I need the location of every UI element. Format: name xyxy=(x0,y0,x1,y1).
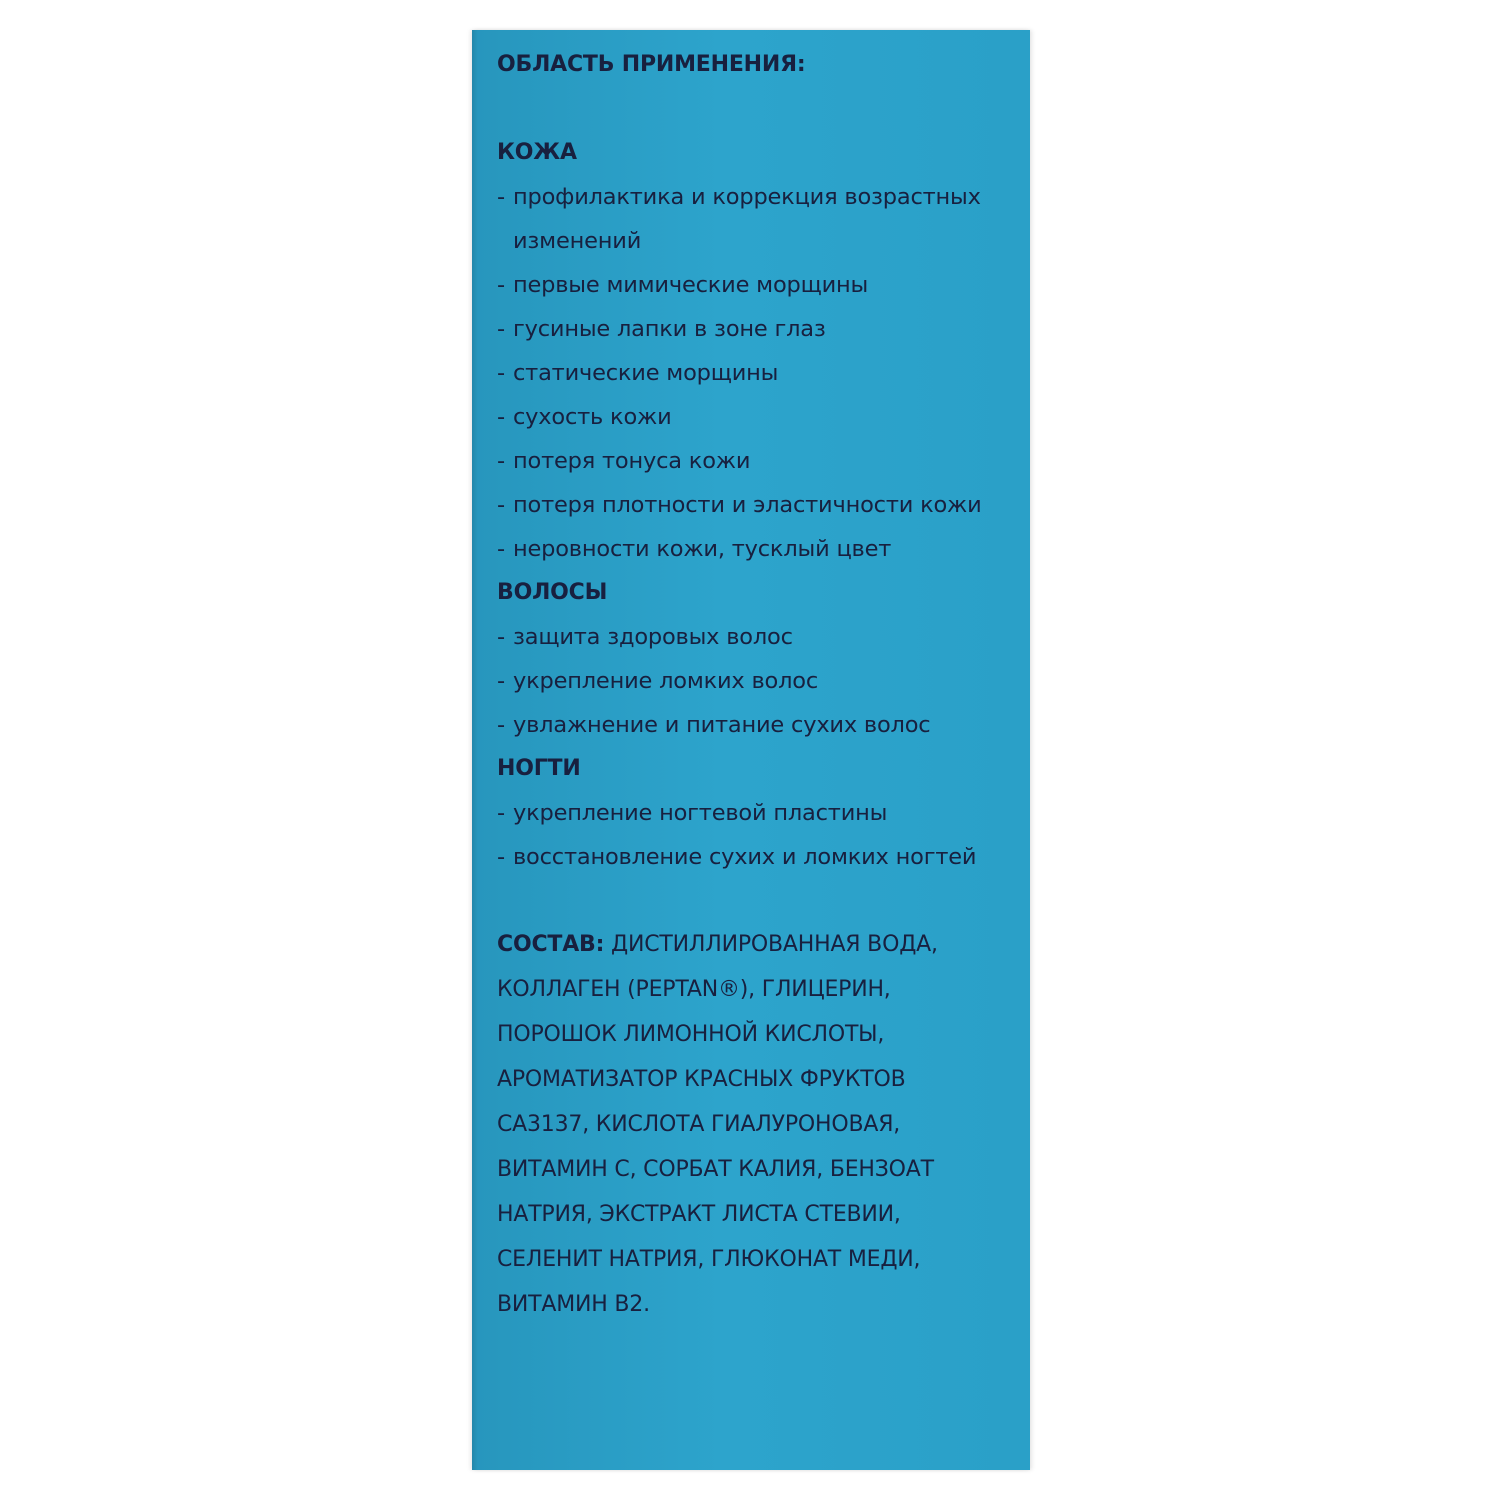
section-3 xyxy=(497,754,1017,872)
section-title: КОЖА xyxy=(497,140,577,165)
section-title: НОГТИ xyxy=(497,756,581,781)
section-1 xyxy=(497,138,1017,564)
list-item xyxy=(497,402,1017,432)
section-2 xyxy=(497,578,1017,740)
application-heading: ОБЛАСТЬ ПРИМЕНЕНИЯ: xyxy=(497,52,806,77)
list-item xyxy=(497,842,1017,872)
list-item-text: защита здоровых волос xyxy=(513,624,793,650)
list-item-text: восстановление сухих и ломких ногтей xyxy=(513,844,977,870)
list-item xyxy=(497,666,1017,696)
dash-bullet: - xyxy=(497,800,505,826)
list-item-text: неровности кожи, тусклый цвет xyxy=(513,536,892,562)
dash-bullet: - xyxy=(497,272,505,298)
dash-bullet: - xyxy=(497,668,505,694)
label-text-block xyxy=(497,50,1017,1335)
dash-bullet: - xyxy=(497,712,505,738)
composition-block xyxy=(497,930,1017,1320)
composition-line: АРОМАТИЗАТОР КРАСНЫХ ФРУКТОВ xyxy=(497,1067,906,1092)
application-sections xyxy=(497,138,1017,872)
composition-line: ВИТАМИН В2. xyxy=(497,1292,650,1317)
list-item-text: профилактика и коррекция возрастных xyxy=(513,184,981,210)
list-item xyxy=(497,622,1017,652)
list-item-text: первые мимические морщины xyxy=(513,272,869,298)
composition-line: КОЛЛАГЕН (PEPTAN®), ГЛИЦЕРИН, xyxy=(497,977,891,1002)
list-item-text: статические морщины xyxy=(513,360,779,386)
composition-line: ПОРОШОК ЛИМОННОЙ КИСЛОТЫ, xyxy=(497,1022,885,1047)
list-item-text: укрепление ногтевой пластины xyxy=(513,800,888,826)
composition-line: СА3137, КИСЛОТА ГИАЛУРОНОВАЯ, xyxy=(497,1112,901,1137)
list-item-text: увлажнение и питание сухих волос xyxy=(513,712,931,738)
list-item-text: укрепление ломких волос xyxy=(513,668,819,694)
list-item xyxy=(497,710,1017,740)
dash-bullet: - xyxy=(497,316,505,342)
composition-line: ВИТАМИН С, СОРБАТ КАЛИЯ, БЕНЗОАТ xyxy=(497,1157,934,1182)
list-item xyxy=(497,314,1017,344)
dash-bullet: - xyxy=(497,448,505,474)
list-item-text: потеря плотности и эластичности кожи xyxy=(513,492,982,518)
dash-bullet: - xyxy=(497,404,505,430)
list-item xyxy=(497,798,1017,828)
dash-bullet: - xyxy=(497,184,505,210)
dash-bullet: - xyxy=(497,624,505,650)
section-title: ВОЛОСЫ xyxy=(497,580,608,605)
dash-bullet: - xyxy=(497,536,505,562)
list-item xyxy=(497,446,1017,476)
composition-line: НАТРИЯ, ЭКСТРАКТ ЛИСТА СТЕВИИ, xyxy=(497,1202,901,1227)
list-item-text: гусиные лапки в зоне глаз xyxy=(513,316,826,342)
composition-line xyxy=(497,930,1017,960)
list-item-text: сухость кожи xyxy=(513,404,672,430)
list-item-text: изменений xyxy=(513,228,642,254)
dash-bullet: - xyxy=(497,492,505,518)
list-item xyxy=(497,358,1017,388)
composition-line: СЕЛЕНИТ НАТРИЯ, ГЛЮКОНАТ МЕДИ, xyxy=(497,1247,921,1272)
dash-bullet: - xyxy=(497,360,505,386)
list-item xyxy=(497,534,1017,564)
composition-label: СОСТАВ: xyxy=(497,932,605,957)
list-item xyxy=(497,182,1017,256)
dash-bullet: - xyxy=(497,844,505,870)
list-item xyxy=(497,270,1017,300)
list-item-text: потеря тонуса кожи xyxy=(513,448,751,474)
composition-text: ДИСТИЛЛИРОВАННАЯ ВОДА, xyxy=(604,932,938,957)
list-item xyxy=(497,490,1017,520)
